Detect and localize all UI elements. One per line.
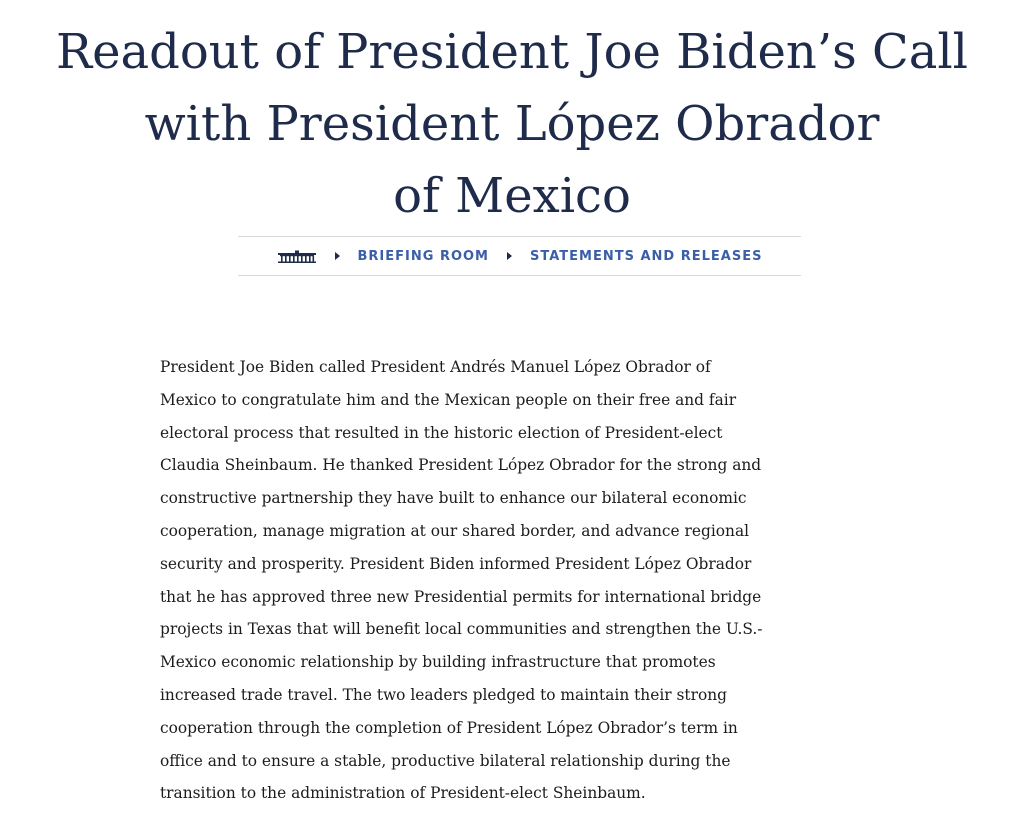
article-body — [160, 351, 872, 810]
title-line: Readout of President Joe Biden’s Call — [55, 24, 969, 80]
body-line: electoral process that resulted in the historic election of President-elect — [160, 423, 723, 442]
body-line: constructive partnership they have built to enhance our bilateral economic — [160, 489, 747, 508]
body-line: that he has approved three new Presidential permits for international bridge — [160, 587, 762, 606]
chevron-right-icon — [335, 252, 340, 260]
body-line: projects in Texas that will benefit local communities and strengthen the U.S.- — [160, 620, 763, 639]
page-title — [0, 16, 1024, 232]
title-line: of Mexico — [393, 168, 631, 224]
body-line: office and to ensure a stable, productive bilateral relationship during the — [160, 751, 731, 770]
white-house-icon[interactable] — [277, 249, 317, 263]
body-line: increased trade travel. The two leaders pledged to maintain their strong — [160, 685, 727, 704]
body-line: Mexico economic relationship by building infrastructure that promotes — [160, 653, 716, 672]
body-line: Mexico to congratulate him and the Mexican people on their free and fair — [160, 390, 737, 409]
breadcrumb — [238, 236, 801, 276]
body-line: security and prosperity. President Biden informed President López Obrador — [160, 554, 752, 573]
body-line: cooperation through the completion of President López Obrador’s term in — [160, 718, 738, 737]
body-line: transition to the administration of President-elect Sheinbaum. — [160, 784, 646, 803]
breadcrumb-briefing-room[interactable]: BRIEFING ROOM — [357, 248, 489, 264]
breadcrumb-statements-and-releases[interactable]: STATEMENTS AND RELEASES — [530, 248, 763, 264]
body-line: Claudia Sheinbaum. He thanked President López Obrador for the strong and — [160, 456, 762, 475]
chevron-right-icon — [507, 252, 512, 260]
title-line: with President López Obrador — [144, 96, 880, 152]
body-line: President Joe Biden called President Andrés Manuel López Obrador of — [160, 358, 711, 376]
body-line: cooperation, manage migration at our shared border, and advance regional — [160, 521, 750, 540]
